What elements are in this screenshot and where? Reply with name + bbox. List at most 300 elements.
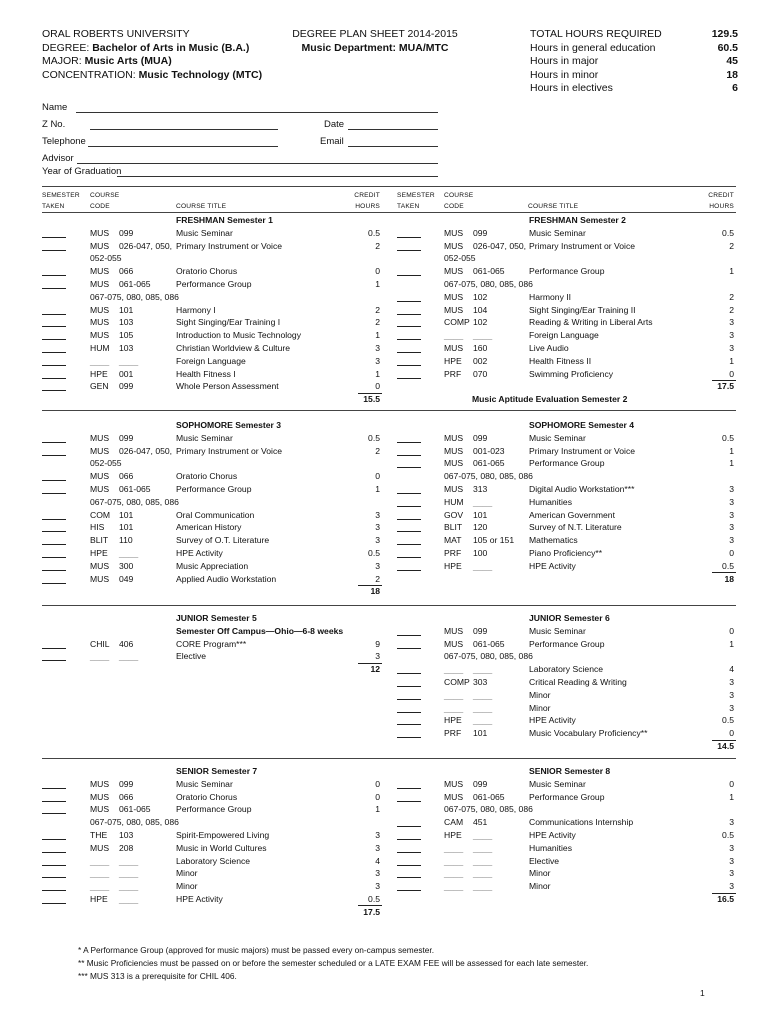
credit-hours: 0 (729, 368, 734, 379)
course-dept: BLIT (90, 535, 109, 546)
course-dept: MUS (444, 484, 464, 494)
course-number: 104 (473, 304, 488, 315)
course-title: Applied Audio Workstation (176, 573, 277, 584)
course-number: 099 (473, 432, 488, 443)
semester-taken-blank[interactable] (397, 365, 421, 366)
semester-taken-blank[interactable] (42, 519, 66, 520)
course-title: Mathematics (529, 535, 578, 546)
course-number: ____ (473, 868, 493, 879)
course-dept: MUS (444, 304, 464, 315)
course-number: 002 (473, 355, 488, 366)
course-dept: MUS (90, 279, 110, 289)
course-title: Live Audio (529, 343, 569, 353)
course-dept: HPE (90, 894, 108, 904)
degree-line: DEGREE: Bachelor of Arts in Music (B.A.) (42, 41, 250, 54)
zno-field[interactable] (90, 129, 278, 130)
credit-hours: 1 (375, 330, 380, 341)
course-number: ____ (473, 330, 493, 341)
credit-hours: 0 (729, 728, 734, 739)
course-number: 061-065 (119, 484, 151, 494)
semester-taken-blank[interactable] (397, 801, 421, 802)
course-number: 061-065 (473, 638, 505, 649)
semester-taken-blank[interactable] (42, 877, 66, 878)
semester-taken-blank[interactable] (397, 557, 421, 558)
semester-taken-blank[interactable] (42, 531, 66, 532)
course-dept: MUS (90, 778, 110, 789)
graduation-field[interactable] (117, 176, 438, 177)
divider-header (42, 212, 736, 213)
course-dept: MUS (90, 445, 110, 456)
course-dept: PRF (444, 368, 462, 379)
semester-taken-blank[interactable] (42, 288, 66, 289)
major-line: MAJOR: Music Arts (MUA) (42, 55, 172, 67)
course-number: ____ (119, 355, 139, 366)
course-number: 099 (473, 625, 488, 636)
credit-hours: 0.5 (722, 227, 734, 238)
concentration-line: CONCENTRATION: Music Technology (MTC) (42, 68, 263, 81)
course-number: 303 (473, 677, 488, 687)
department-title: Music Department: MUA/MTC (301, 41, 449, 54)
graduation-label: Year of Graduation (42, 166, 122, 177)
credit-hours: 1 (375, 804, 380, 815)
semester-taken-blank[interactable] (42, 839, 66, 840)
course-number: ____ (473, 842, 493, 853)
credit-hours: 0.5 (722, 560, 734, 571)
credit-hours: 3 (729, 343, 734, 353)
semester-taken-blank[interactable] (397, 301, 421, 302)
credit-hours: 1 (729, 791, 734, 802)
credit-hours: 9 (375, 638, 380, 649)
course-dept: MUS (444, 625, 464, 636)
course-title: Laboratory Science (176, 855, 251, 866)
course-number: 061-065 (119, 279, 151, 289)
credit-hours: 1 (729, 266, 734, 277)
semester-taken-blank[interactable] (42, 570, 66, 571)
semester-taken-blank[interactable] (397, 570, 421, 571)
course-dept: GOV (444, 509, 464, 520)
header-center (280, 28, 470, 55)
course-dept: ____ (444, 855, 464, 866)
course-number: 099 (473, 778, 488, 789)
course-dept: CAM (444, 817, 464, 828)
credit-hours: 0 (375, 778, 380, 789)
hours-row (530, 28, 738, 42)
semester-total: 12 (370, 664, 380, 675)
course-dept: ____ (90, 651, 110, 662)
semester-taken-blank[interactable] (42, 801, 66, 802)
semester-taken-blank[interactable] (42, 493, 66, 494)
credit-hours: 1 (729, 445, 734, 456)
hours-summary (530, 28, 738, 96)
credit-hours: 3 (729, 689, 734, 700)
credit-hours: 3 (729, 842, 734, 853)
course-title: Music Vocabulary Proficiency** (529, 728, 648, 739)
credit-hours: 0 (375, 266, 380, 277)
semester-taken-blank[interactable] (42, 326, 66, 327)
credit-hours: 1 (375, 368, 380, 379)
course-number: ____ (473, 560, 493, 571)
course-number: ____ (473, 830, 493, 840)
course-dept: ____ (444, 330, 464, 341)
credit-hours: 1 (729, 638, 734, 649)
name-field[interactable] (76, 112, 438, 113)
semester-title: SENIOR Semester 8 (529, 766, 611, 776)
credit-hours: 2 (375, 317, 380, 328)
credit-hours: 3 (729, 817, 734, 828)
course-dept: MUS (90, 330, 110, 341)
course-title: Primary Instrument or Voice (176, 445, 283, 456)
semester-taken-blank[interactable] (42, 788, 66, 789)
hours-label: Hours in electives (530, 82, 613, 94)
course-title: Harmony I (176, 304, 216, 315)
semester-title: SOPHOMORE Semester 4 (529, 420, 635, 430)
credit-hours: 3 (729, 868, 734, 879)
credit-hours: 2 (375, 240, 380, 251)
semester-taken-blank[interactable] (397, 724, 421, 725)
course-title: American History (176, 522, 242, 533)
course-number: 026-047, 050, (473, 240, 527, 251)
course-dept: MUS (90, 842, 110, 853)
email-field[interactable] (348, 146, 438, 147)
course-number: ____ (119, 548, 139, 558)
semester-taken-blank[interactable] (42, 648, 66, 649)
hours-label: Hours in minor (530, 68, 599, 81)
course-dept: MUS (444, 778, 464, 789)
course-number: ____ (119, 855, 139, 866)
credit-hours: 3 (729, 677, 734, 687)
course-number: 001 (119, 368, 134, 379)
semester-taken-blank[interactable] (397, 826, 421, 827)
credit-hours: 2 (375, 573, 380, 584)
zno-label: Z No. (42, 119, 66, 130)
course-number: 103 (119, 830, 134, 840)
credit-hours: 3 (375, 535, 380, 546)
hours-label: Hours in major (530, 55, 599, 67)
credit-hours: 3 (729, 881, 734, 892)
course-number: 099 (119, 381, 134, 392)
semester-taken-blank[interactable] (397, 237, 421, 238)
semester-taken-blank[interactable] (397, 531, 421, 532)
credit-hours: 3 (375, 881, 380, 892)
course-dept: MUS (90, 432, 110, 443)
course-dept: MUS (90, 804, 110, 815)
semester-taken-blank[interactable] (397, 506, 421, 507)
course-number: 101 (473, 509, 488, 520)
credit-hours: 1 (375, 484, 380, 494)
course-title: Performance Group (529, 266, 605, 277)
hours-row (530, 55, 738, 69)
credit-hours: 2 (729, 304, 734, 315)
course-dept: THE (90, 830, 108, 840)
course-title: Performance Group (176, 484, 252, 494)
course-number: 067-075, 080, 085, 086 (90, 817, 179, 828)
course-number: 067-075, 080, 085, 086 (444, 279, 533, 289)
col-course-code: COURSE CODE (90, 192, 120, 210)
course-title: Music Seminar (529, 432, 586, 443)
course-title: Digital Audio Workstation*** (529, 484, 635, 494)
course-title: Whole Person Assessment (176, 381, 279, 392)
course-dept: ____ (90, 355, 110, 366)
course-title: Introduction to Music Technology (176, 330, 301, 341)
course-dept: HPE (444, 830, 462, 840)
semester-taken-blank[interactable] (42, 544, 66, 545)
course-title: Music Seminar (176, 778, 233, 789)
course-title: Oratorio Chorus (176, 471, 238, 482)
semester-taken-blank[interactable] (42, 378, 66, 379)
semester-taken-blank[interactable] (397, 686, 421, 687)
course-number: 070 (473, 368, 488, 379)
course-dept: MUS (90, 227, 110, 238)
course-number: 067-075, 080, 085, 086 (90, 291, 179, 302)
semester-taken-blank[interactable] (42, 275, 66, 276)
course-number: 103 (119, 317, 134, 328)
semester-taken-blank[interactable] (42, 813, 66, 814)
credit-hours: 2 (729, 291, 734, 302)
credit-hours: 4 (375, 855, 380, 866)
semester-taken-blank[interactable] (42, 339, 66, 340)
hours-label: Hours in general education (530, 41, 656, 54)
course-title: Performance Group (176, 804, 252, 815)
semester-taken-blank[interactable] (42, 365, 66, 366)
credit-hours: 3 (729, 317, 734, 328)
credit-hours: 0 (729, 548, 734, 558)
course-title: Spirit-Empowered Living (176, 830, 270, 840)
course-dept: ____ (90, 868, 110, 879)
semester-taken-blank[interactable] (42, 480, 66, 481)
semester-total: 17.5 (717, 381, 734, 392)
course-dept: HPE (444, 715, 462, 726)
course-number: 099 (473, 227, 488, 238)
semester-taken-blank[interactable] (42, 903, 66, 904)
semester-title: FRESHMAN Semester 2 (529, 215, 626, 225)
course-title: Critical Reading & Writing (529, 677, 627, 687)
divider-year-3 (42, 758, 736, 759)
semester-taken-blank[interactable] (397, 339, 421, 340)
semester-taken-blank[interactable] (397, 467, 421, 468)
credit-hours: 0.5 (368, 548, 380, 558)
semester-taken-blank[interactable] (397, 455, 421, 456)
semester-taken-blank[interactable] (397, 699, 421, 700)
semester-taken-blank[interactable] (397, 737, 421, 738)
semester-taken-blank[interactable] (397, 275, 421, 276)
course-title: Communications Internship (529, 817, 634, 828)
credit-hours: 0.5 (368, 227, 380, 238)
credit-hours: 0 (375, 471, 380, 482)
course-number: 052-055 (90, 458, 122, 469)
course-dept: HPE (90, 368, 108, 379)
semester-taken-blank[interactable] (397, 788, 421, 789)
semester-taken-blank[interactable] (397, 712, 421, 713)
col-semester-taken-right: SEMESTER TAKEN (397, 192, 435, 210)
course-dept: ____ (444, 689, 464, 700)
credit-hours: 0 (729, 778, 734, 789)
credit-hours: 0 (375, 381, 380, 392)
course-dept: MUS (444, 266, 464, 277)
course-dept: MUS (90, 240, 110, 251)
course-number: 067-075, 080, 085, 086 (90, 496, 179, 507)
semester-taken-blank[interactable] (397, 673, 421, 674)
course-number: 105 or 151 (473, 535, 515, 546)
semester-taken-blank[interactable] (42, 237, 66, 238)
credit-hours: 0.5 (722, 830, 734, 840)
semester-taken-blank[interactable] (397, 250, 421, 251)
telephone-label: Telephone (42, 136, 86, 147)
course-dept: MUS (444, 227, 464, 238)
hours-row (530, 69, 738, 83)
course-number: 102 (473, 291, 488, 302)
semester-taken-blank[interactable] (42, 352, 66, 353)
credit-hours: 2 (729, 240, 734, 251)
course-number: 061-065 (119, 804, 151, 815)
course-dept: HUM (444, 496, 464, 507)
course-title: Elective (529, 855, 560, 866)
col-credit-hours-right: CREDIT HOURS (708, 192, 734, 210)
course-dept: MUS (90, 573, 110, 584)
course-dept: BLIT (444, 522, 463, 533)
semester-taken-blank[interactable] (42, 314, 66, 315)
semester-taken-blank[interactable] (397, 890, 421, 891)
footnote-3: *** MUS 313 is a prerequisite for CHIL 406. (78, 971, 237, 981)
semester-taken-blank[interactable] (397, 519, 421, 520)
course-dept: MUS (444, 432, 464, 443)
course-number: 300 (119, 560, 134, 571)
semester-taken-blank[interactable] (397, 442, 421, 443)
semester-total: 18 (724, 573, 734, 584)
course-title: Primary Instrument or Voice (529, 445, 636, 456)
credit-hours: 0 (729, 625, 734, 636)
course-dept: MUS (444, 638, 464, 649)
course-number: 110 (119, 535, 133, 546)
credit-hours: 3 (375, 560, 380, 571)
course-number: ____ (473, 702, 493, 713)
credit-hours: 4 (729, 664, 734, 675)
university-name: ORAL ROBERTS UNIVERSITY (42, 28, 190, 40)
course-number: 100 (473, 548, 488, 558)
course-title: Minor (176, 881, 198, 892)
course-number: ____ (473, 689, 493, 700)
course-title: CORE Program*** (176, 638, 247, 649)
date-field[interactable] (348, 129, 438, 130)
semester-subtitle: Semester Off Campus—Ohio—6-8 weeks (176, 625, 344, 636)
semester-taken-blank[interactable] (397, 852, 421, 853)
semester-taken-blank[interactable] (42, 455, 66, 456)
semester-taken-blank[interactable] (397, 635, 421, 636)
semester-taken-blank[interactable] (42, 865, 66, 866)
semester-total: 14.5 (717, 741, 734, 751)
semester-taken-blank[interactable] (42, 890, 66, 891)
semester-taken-blank[interactable] (397, 378, 421, 379)
course-number: ____ (119, 894, 139, 904)
semester-taken-blank[interactable] (397, 865, 421, 866)
course-title: Music Seminar (529, 227, 586, 238)
date-label: Date (324, 119, 345, 130)
course-title: Performance Group (529, 791, 605, 802)
course-dept: MUS (90, 304, 110, 315)
credit-hours: 3 (729, 330, 734, 341)
credit-hours: 2 (375, 445, 380, 456)
course-title: American Government (529, 509, 615, 520)
semester-taken-blank[interactable] (397, 493, 421, 494)
credit-hours: 3 (375, 651, 380, 662)
hours-row (530, 42, 738, 56)
credit-hours: 3 (729, 702, 734, 713)
course-title: Oral Communication (176, 509, 255, 520)
course-dept: GEN (90, 381, 109, 392)
semester-taken-blank[interactable] (42, 442, 66, 443)
semester-taken-blank[interactable] (397, 314, 421, 315)
course-dept: HPE (444, 355, 462, 366)
credit-hours: 2 (375, 304, 380, 315)
course-number: 101 (119, 509, 134, 520)
course-number: ____ (119, 868, 139, 879)
course-title: HPE Activity (529, 560, 576, 571)
course-title: Health Fitness II (529, 355, 592, 366)
credit-hours: 3 (729, 496, 734, 507)
course-number: 066 (119, 791, 134, 802)
semester-taken-blank[interactable] (397, 648, 421, 649)
course-title: Humanities (529, 496, 572, 507)
course-number: 102 (473, 317, 488, 328)
course-number: 052-055 (90, 253, 122, 264)
course-number: 451 (473, 817, 488, 828)
course-title: Minor (529, 881, 551, 892)
telephone-field[interactable] (88, 146, 278, 147)
semester-total: 18 (370, 586, 380, 597)
course-number: 067-075, 080, 085, 086 (444, 804, 533, 815)
divider-top (42, 186, 736, 187)
course-number: 049 (119, 573, 134, 584)
course-title: Foreign Language (176, 355, 246, 366)
course-dept: HIS (90, 522, 105, 533)
course-number: 105 (119, 330, 134, 341)
course-number: 026-047, 050, (119, 240, 173, 251)
semester-title: SOPHOMORE Semester 3 (176, 420, 282, 430)
semester-total: 17.5 (363, 906, 380, 917)
course-title: Harmony II (529, 291, 572, 302)
course-dept: HUM (90, 343, 110, 353)
course-dept: MUS (444, 445, 464, 456)
semester-taken-blank[interactable] (42, 250, 66, 251)
advisor-field[interactable] (77, 163, 438, 164)
credit-hours: 0.5 (722, 715, 734, 726)
col-course-code-right: COURSE CODE (444, 192, 474, 210)
semester-taken-blank[interactable] (397, 877, 421, 878)
semester-taken-blank[interactable] (397, 352, 421, 353)
credit-hours: 3 (375, 522, 380, 533)
divider-year-2 (42, 605, 736, 606)
header-left (42, 28, 262, 82)
footnote-1: * A Performance Group (approved for music majors) must be passed every on-campus semester. (78, 945, 434, 955)
semester-taken-blank[interactable] (397, 326, 421, 327)
course-title: HPE Activity (529, 715, 576, 726)
semester-taken-blank[interactable] (42, 583, 66, 584)
semester-taken-blank[interactable] (42, 390, 66, 391)
semester-taken-blank[interactable] (42, 852, 66, 853)
course-number: 067-075, 080, 085, 086 (444, 471, 533, 482)
credit-hours: 3 (375, 842, 380, 853)
semester-title: JUNIOR Semester 6 (529, 613, 610, 623)
col-credit-hours: CREDIT HOURS (354, 192, 380, 210)
semester-taken-blank[interactable] (42, 660, 66, 661)
semester-taken-blank[interactable] (397, 839, 421, 840)
course-number: 099 (119, 432, 134, 443)
semester-taken-blank[interactable] (397, 544, 421, 545)
credit-hours: 3 (375, 830, 380, 840)
course-dept: ____ (444, 664, 464, 675)
course-title: Primary Instrument or Voice (529, 240, 636, 251)
semester-taken-blank[interactable] (42, 557, 66, 558)
hours-value: 45 (726, 55, 738, 67)
